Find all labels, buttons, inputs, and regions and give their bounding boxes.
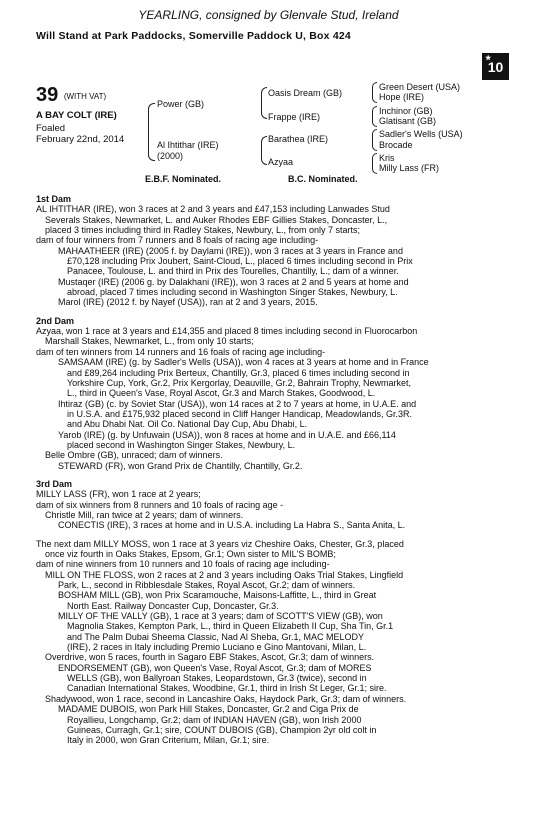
- third-dam-title: 3rd Dam: [36, 478, 73, 489]
- text-line: MAHAATHEER (IRE) (2005 f. by Daylami (IRE)), won 3 races at 3 years in France and: [58, 245, 403, 256]
- text-line: AL IHTITHAR (IRE), won 3 races at 2 and 3 years and £47,153 including Lanwades Stud: [36, 204, 390, 215]
- text-line: MILL ON THE FLOSS, won 2 races at 2 and 3 years including Oaks Trial Stakes, Lingfield: [45, 569, 404, 580]
- pedigree-sss: Green Desert (USA): [379, 82, 461, 92]
- text-line: Canadian International Stakes, Woodbine, Gr.1, third in Irish St Leger, Gr.1; sire.: [67, 683, 387, 694]
- text-line: Italy in 2000, won Gran Criterium, Milan, Gr.1; sire.: [67, 735, 270, 746]
- text-line: dam of six winners from 8 runners and 10 foals of racing age -: [36, 499, 284, 510]
- pedigree-sds: Inchinor (GB): [379, 106, 433, 116]
- pedigree-sire: Power (GB): [157, 99, 205, 109]
- text-line: Guineas, Curragh, Gr.1; sire, COUNT DUBOIS (GB), Champion 2yr old colt in: [67, 724, 377, 735]
- text-line: WELLS (GB), won Ballyroan Stakes, Leopardstown, Gr.3 (twice), second in: [67, 673, 367, 684]
- text-line: Overdrive, won 5 races, fourth in Sagaro EBF Stakes, Ascot, Gr.3; dam of winners.: [45, 652, 375, 663]
- stand-location: Will Stand at Park Paddocks, Somerville Paddock U, Box 424: [36, 30, 351, 42]
- text-line: Yarob (IRE) (g. by Unfuwain (USA)), won 8 races at home and in U.A.E. and £66,114: [58, 429, 396, 440]
- text-line: MILLY OF THE VALLY (GB), 1 race at 3 years; dam of SCOTT'S VIEW (GB), won: [58, 611, 383, 622]
- lot-badge: [482, 53, 509, 80]
- pedigree-bracket-ss: [372, 82, 377, 103]
- pedigree-sire-dam: Frappe (IRE): [268, 112, 321, 122]
- bc-nomination: B.C. Nominated.: [288, 174, 358, 184]
- text-line: MADAME DUBOIS, won Park Hill Stakes, Doncaster, Gr.2 and Ciga Prix de: [58, 704, 359, 715]
- pedigree-sdd: Glatisant (GB): [379, 116, 437, 126]
- text-line: SAMSAAM (IRE) (g. by Sadler's Wells (USA)), won 4 races at 3 years at home and in France: [58, 357, 429, 368]
- text-line: Azyaa, won 1 race at 3 years and £14,355 and placed 8 times including second in Fluorocarbon: [36, 326, 418, 337]
- text-line: Mustaqer (IRE) (2006 g. by Dalakhani (IRE)), won 3 races at 2 and 5 years at home and: [58, 276, 409, 287]
- text-line: abroad, placed 7 times including second in Washington Singer Stakes, Newbury, L.: [67, 287, 398, 298]
- text-line: Royallieu, Longchamp, Gr.2; dam of INDIAN HAVEN (GB), won Irish 2000: [67, 714, 362, 725]
- text-line: and The Palm Dubai Sheema Classic, Nad Al Sheba, Gr.1, MAC MELODY: [67, 631, 364, 642]
- text-line: Marshall Stakes, Newmarket, L., from only 10 starts;: [45, 336, 254, 347]
- text-line: dam of four winners from 7 runners and 8 foals of racing age including-: [36, 235, 319, 246]
- pedigree-bracket-dam: [261, 136, 267, 165]
- pedigree-ddd: Milly Lass (FR): [379, 163, 439, 173]
- text-line: Christle Mill, ran twice at 2 years; dam of winners.: [45, 509, 244, 520]
- text-line: and Abu Dhabi Nat. Oil Co. National Day Cup, Abu Dhabi, L.: [67, 419, 308, 430]
- ebf-nomination: E.B.F. Nominated.: [145, 174, 222, 184]
- text-line: in U.S.A. and £175,932 placed second in Cliff Hanger Handicap, Meadowlands, Gr.3R.: [67, 408, 413, 419]
- text-line: Panacee, Toulouse, L. and third in Prix des Tourelles, Chantilly, L.; dam of a winner.: [67, 266, 399, 277]
- pedigree-bracket-dd: [372, 153, 377, 174]
- lot-number: [36, 84, 106, 107]
- second-dam-title: 2nd Dam: [36, 315, 75, 326]
- text-line: Park, L., second in Ribblesdale Stakes, Royal Ascot, Gr.2; dam of winners.: [58, 580, 356, 591]
- pedigree-ssd: Hope (IRE): [379, 92, 425, 102]
- pedigree-bracket-main: [148, 103, 155, 161]
- text-line: Ihtiraz (GB) (c. by Soviet Star (USA)), won 14 races at 2 to 7 years at home, in U.A.E. and: [58, 398, 417, 409]
- text-line: STEWARD (FR), won Grand Prix de Chantilly, Chantilly, Gr.2.: [58, 460, 303, 471]
- first-dam-title: 1st Dam: [36, 194, 72, 204]
- foaled-label: Foaled: [36, 123, 66, 134]
- pedigree-dam-dam: Azyaa: [268, 157, 294, 167]
- pedigree-dam-sire: Barathea (IRE): [268, 134, 329, 144]
- pedigree-dds: Kris: [379, 153, 395, 163]
- text-line: Severals Stakes, Newmarket, L. and Auker Rhodes EBF Gillies Stakes, Doncaster, L.,: [45, 214, 388, 225]
- text-line: Magnolia Stakes, Kempton Park, L., third in Queen Elizabeth II Cup, Sha Tin, Gr.1: [67, 621, 394, 632]
- pedigree-dss: Sadler's Wells (USA): [379, 129, 463, 139]
- vat-note: (WITH VAT): [63, 92, 107, 101]
- text-line: MILLY LASS (FR), won 1 race at 2 years;: [36, 489, 201, 500]
- text-line: (IRE), 2 races in Italy including Premio Luciano e Gino Mantovani, Milan, L.: [67, 642, 367, 653]
- text-line: North East. Railway Doncaster Cup, Doncaster, Gr.3.: [67, 600, 279, 611]
- lot-number-value: 39: [36, 84, 59, 106]
- page-header: YEARLING, consigned by Glenvale Stud, Ireland: [138, 8, 399, 22]
- foaled-date: February 22nd, 2014: [36, 134, 125, 145]
- pedigree-bracket-sd: [372, 106, 377, 127]
- text-line: CONECTIS (IRE), 3 races at home and in U.S.A. including La Habra S., Santa Anita, L.: [58, 520, 406, 531]
- text-line: Yorkshire Cup, York, Gr.2, Prix Kergorlay, Deauville, Gr.2, Bahrain Trophy, Newmarket,: [67, 377, 411, 388]
- text-line: dam of ten winners from 14 runners and 16 foals of racing age including-: [36, 346, 326, 357]
- foaled-info: [36, 123, 124, 145]
- pedigree-dsd: Brocade: [379, 140, 413, 150]
- text-line: BOSHAM MILL (GB), won Prix Scaramouche, Maisons-Laffitte, L., third in Great: [58, 590, 377, 601]
- pedigree-dam-year: (2000): [157, 151, 184, 161]
- text-line: placed 3 times including third in Radley Stakes, Newbury, L., from only 7 starts;: [45, 225, 360, 236]
- badge-star-icon: ★: [485, 55, 492, 62]
- pedigree-dam: Al Ihtithar (IRE): [157, 140, 219, 150]
- text-line: dam of nine winners from 10 runners and 10 foals of racing age including-: [36, 559, 330, 570]
- pedigree-bracket-ds: [372, 129, 377, 151]
- text-line: and £89,264 including Prix Berteux, Chantilly, Gr.3, placed 6 times including second in: [67, 367, 410, 378]
- text-line: Shadywood, won 1 race, second in Lancashire Oaks, Haydock Park, Gr.3; dam of winners.: [45, 693, 407, 704]
- text-line: placed second in Washington Singer Stakes, Newbury, L.: [67, 439, 296, 450]
- horse-name: A BAY COLT (IRE): [36, 110, 117, 121]
- pedigree-bracket-sire: [261, 87, 267, 119]
- pedigree-sire-sire: Oasis Dream (GB): [268, 88, 343, 98]
- text-line: £70,128 including Prix Joubert, Saint-Cloud, L., placed 6 times including second in Prix: [67, 256, 413, 267]
- text-line: Belle Ombre (GB), unraced; dam of winners.: [45, 450, 223, 461]
- text-line: The next dam MILLY MOSS, won 1 race at 3 years viz Cheshire Oaks, Chester, Gr.3, placed: [36, 538, 404, 549]
- text-line: ENDORSEMENT (GB), won Queen's Vase, Royal Ascot, Gr.3; dam of MORES: [58, 662, 372, 673]
- text-line: once viz fourth in Oaks Stakes, Epsom, Gr.1; Own sister to MIL'S BOMB;: [45, 549, 336, 559]
- badge-number: 10: [487, 58, 504, 75]
- text-line: Marol (IRE) (2012 f. by Nayef (USA)), ran at 2 and 3 years, 2015.: [58, 297, 318, 308]
- text-line: L., third in Queen's Vase, Royal Ascot, Gr.3 and March Stakes, Goodwood, L.: [67, 388, 376, 399]
- catalogue-body: [36, 194, 522, 746]
